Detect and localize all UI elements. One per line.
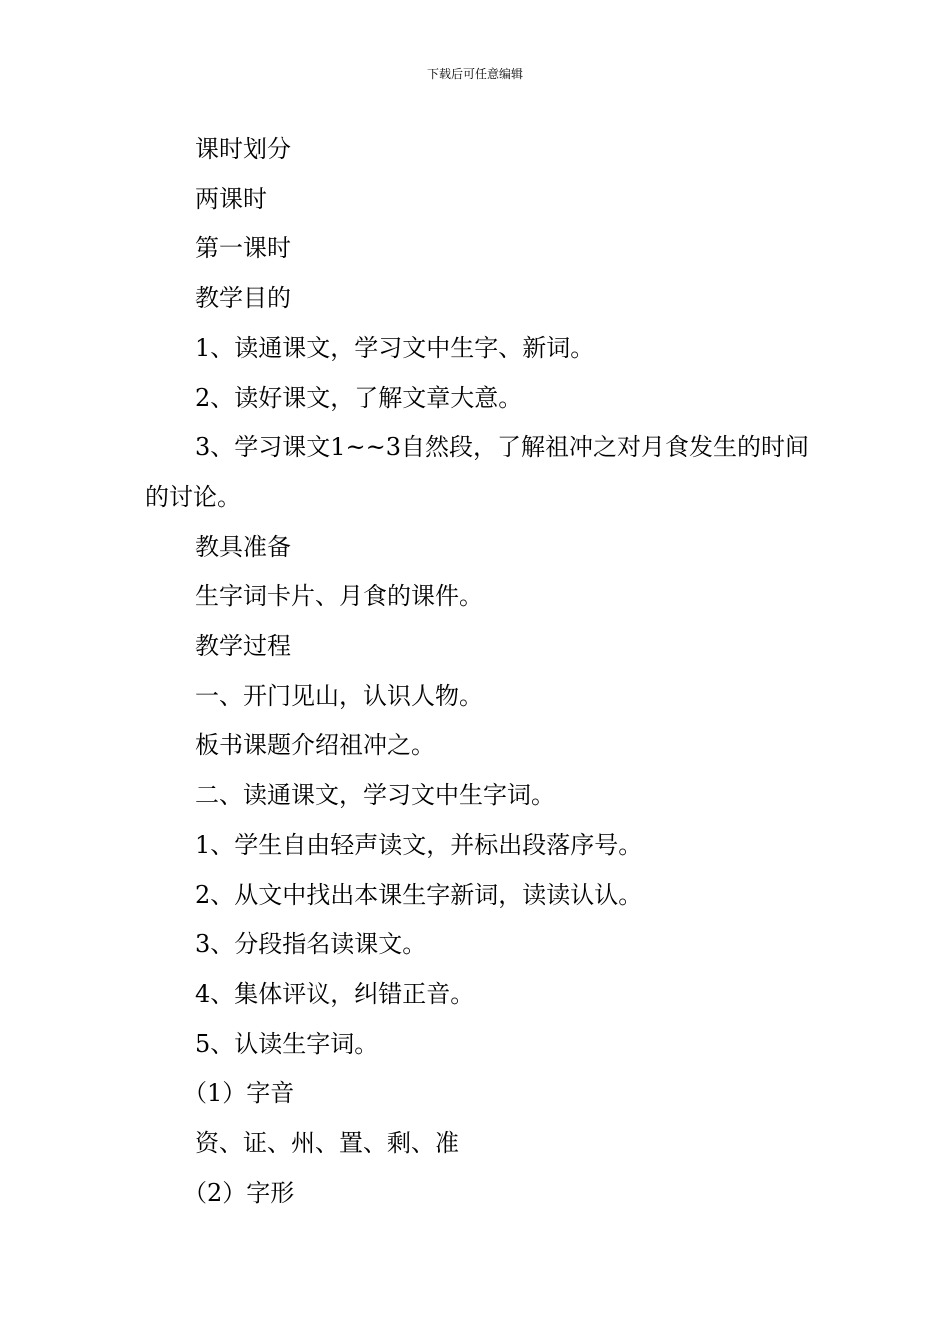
list-item: 1、学生自由轻声读文，并标出段落序号。 [195,830,643,859]
section-heading-teaching-objectives: 教学目的 [195,284,291,313]
paragraph-teaching-aids: 生字词卡片、月食的课件。 [195,582,483,611]
objective-item-1: 1、读通课文，学习文中生字、新词。 [195,333,595,362]
section-heading-lesson-division: 课时划分 [195,135,291,163]
sub-item-pronunciation: （1）字音 [183,1079,295,1108]
paragraph-title-intro: 板书课题介绍祖冲之。 [195,731,435,760]
section-heading-teaching-process: 教学过程 [195,632,291,661]
section-heading-first-lesson: 第一课时 [195,234,291,263]
list-item: 5、认读生字词。 [195,1029,379,1058]
objective-item-2: 2、读好课文，了解文章大意。 [195,383,523,412]
paragraph-character-list: 资、证、州、置、剩、准 [195,1129,459,1158]
objective-item-3: 3、学习课文1~~3自然段，了解祖冲之对月食发生的时间的讨论。 [145,433,810,511]
sub-item-character-form: （2）字形 [183,1178,295,1207]
process-step-1: 一、开门见山，认识人物。 [195,681,483,710]
process-step-2: 二、读通课文，学习文中生字词。 [195,781,555,810]
document-body [145,125,810,1218]
paragraph-lesson-count: 两课时 [195,184,267,213]
section-heading-teaching-aids: 教具准备 [195,532,291,561]
list-item: 2、从文中找出本课生字新词，读读认认。 [195,880,643,909]
page-header: 下载后可任意编辑 [426,67,523,81]
list-item: 3、分段指名读课文。 [195,930,427,959]
list-item: 4、集体评议，纠错正音。 [195,979,475,1008]
